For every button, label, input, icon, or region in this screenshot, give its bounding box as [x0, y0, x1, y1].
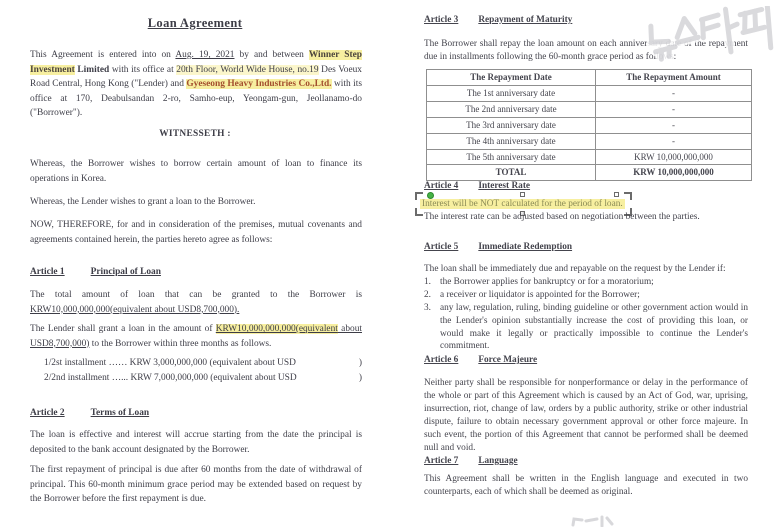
- intro-text: This Agreement is entered into on: [30, 50, 176, 60]
- table-row: [427, 133, 752, 149]
- article1-p2-text: The Lender shall grant a loan in the amount of: [30, 324, 216, 334]
- article7-number: Article 7: [424, 456, 459, 466]
- article5-heading: [424, 241, 572, 254]
- agreement-date: Aug. 19, 2021: [175, 50, 235, 60]
- anniversary-3-amount: -: [596, 117, 752, 133]
- article2-paragraph2: The first repayment of principal is due after 60 months from the date of withdrawal of principal. This 60-month minimum grace period may be extended based on request by the Borrower before the first repayment is due.: [30, 465, 362, 505]
- article5-body: [424, 263, 748, 353]
- item1-text: the Borrower applies for bankruptcy or for a moratorium;: [440, 276, 654, 287]
- loan-amount-highlighted: KRW10,000,000,000(equivalent: [215, 324, 338, 334]
- lender-address-highlighted: 20th Floor, World Wide House, no.19: [176, 64, 319, 75]
- item2-text: a receiver or liquidator is appointed for the Borrower;: [440, 289, 640, 300]
- lender-name-bold: Limited: [77, 64, 110, 75]
- article1-p2-text: to the Borrower within three months as follows.: [89, 338, 272, 349]
- installment-line-2: [30, 371, 362, 386]
- item1-number: 1.: [424, 276, 431, 287]
- article4-title: Interest Rate: [478, 181, 531, 191]
- intro-paragraph: [30, 48, 362, 121]
- intro-text: by and between: [234, 50, 309, 60]
- repayment-table: [426, 69, 752, 181]
- item3-text: any law, regulation, ruling, binding guideline or other government action would in the Lender's opinion substantially increase the cost of providing this loan, or would make it legally or practically impossible to continue the Lender's commitment.: [440, 302, 748, 352]
- installment-line-1: [30, 356, 362, 371]
- installment2-close-paren: ): [358, 372, 362, 383]
- article1-p1-text: The total amount of loan that can be granted to the Borrower is: [30, 290, 362, 300]
- partial-watermark-bottom: [570, 515, 614, 527]
- loan-total-amount-underlined: KRW10,000,000,000(equivalent about USD8,700,000).: [30, 304, 240, 315]
- anniversary-1-date: The 1st anniversary date: [427, 85, 596, 101]
- list-item: [424, 276, 748, 289]
- article5-intro: The loan shall be immediately due and repayable on the request by the Lender if:: [424, 264, 726, 274]
- repayment-date-header: The Repayment Date: [427, 70, 596, 86]
- whereas-clause-1: Whereas, the Borrower wishes to borrow certain amount of loan to finance its operations in Korea.: [30, 159, 362, 184]
- lender-name-highlighted: Winner Step Investment: [30, 50, 362, 75]
- table-row: [427, 117, 752, 133]
- item2-number: 2.: [424, 289, 431, 300]
- article2-paragraph1: The loan is effective and interest will accrue starting from the date the principal is deposited to the bank account designated by the Borrower.: [30, 430, 362, 455]
- whereas-clause-2: Whereas, the Lender wishes to grant a loan to the Borrower.: [30, 197, 256, 207]
- selection-green-anchor-dot[interactable]: [427, 192, 434, 199]
- witnesseth-heading: WITNESSETH :: [159, 129, 231, 139]
- loan-amount-underlined: about USD8,700,000): [30, 324, 362, 349]
- anniversary-5-date: The 5th anniversary date: [427, 149, 596, 165]
- article1-heading: [30, 265, 161, 280]
- table-header-row: [427, 70, 752, 86]
- total-label: TOTAL: [427, 165, 596, 181]
- article4-selection-region: [420, 198, 625, 211]
- article5-list: [424, 276, 748, 353]
- article5-number: Article 5: [424, 242, 459, 252]
- article2-number: Article 2: [30, 408, 65, 418]
- newstapa-logo-watermark: [646, 6, 774, 62]
- article1-paragraph1: [30, 288, 362, 317]
- intro-text: with its office at: [109, 64, 177, 75]
- selection-corner-bottom-left-handle[interactable]: [415, 208, 423, 216]
- article1-p2-text-block: [30, 322, 362, 351]
- table-total-row: [427, 165, 752, 181]
- anniversary-5-amount: KRW 10,000,000,000: [596, 149, 752, 165]
- page-title: Loan Agreement: [147, 16, 243, 30]
- total-amount: KRW 10,000,000,000: [596, 165, 752, 181]
- article3-title: Repayment of Maturity: [478, 15, 573, 25]
- article7-heading: [424, 455, 518, 468]
- article3-number: Article 3: [424, 15, 459, 25]
- borrower-name-highlighted: Gyeseong Heavy Industries Co.,Ltd.: [186, 79, 332, 90]
- repayment-amount-header: The Repayment Amount: [596, 70, 752, 86]
- item3-number: 3.: [424, 302, 431, 313]
- list-item: [424, 302, 748, 354]
- article3-heading: [424, 14, 572, 27]
- repayment-table-container: [426, 69, 752, 181]
- installment2-text: 2/2nd installment …... KRW 7,000,000,000 (equivalent about USD: [44, 372, 297, 383]
- article6-number: Article 6: [424, 355, 459, 365]
- list-item: [424, 289, 748, 302]
- article2-heading: [30, 406, 149, 421]
- table-row: [427, 85, 752, 101]
- article6-heading: [424, 354, 537, 367]
- article1-title: Principal of Loan: [90, 267, 161, 277]
- article6-title: Force Majeure: [478, 355, 538, 365]
- selection-corner-top-right-handle[interactable]: [624, 192, 632, 200]
- anniversary-3-date: The 3rd anniversary date: [427, 117, 596, 133]
- intro-text: Des Voeux Road Central, Hong Kong ("Lender) and: [30, 64, 362, 90]
- article2-title: Terms of Loan: [90, 408, 150, 418]
- article1-number: Article 1: [30, 267, 65, 277]
- installment1-close-paren: ): [358, 358, 362, 369]
- selection-top-right-handle[interactable]: [614, 192, 619, 197]
- anniversary-2-amount: -: [596, 101, 752, 117]
- intro-text: with its office at 170, Deabulsandan 2-ro, Samho-eup, Yeongam-gun, Jeollanamo-do ("Borrower").: [30, 79, 362, 119]
- article6-paragraph: Neither party shall be responsible for nonperformance or delay in the performance of the whole or part of this Agreement which is caused by an Act of God, war, uprising, insurrection, riot, change of law, orders by a public authority, strike or other industrial dispute, failure to obtain necessary government approval or other force majeure. In such event, the portion of this Agreement that cannot be performed shall be deemed null and void.: [424, 378, 748, 453]
- article4-heading: [424, 180, 530, 193]
- installment1-text: 1/2st installment …… KRW 3,000,000,000 (equivalent about USD: [44, 358, 296, 369]
- article7-paragraph: This Agreement shall be written in the English language and executed in two counterparts, each of which shall be deemed as original.: [424, 474, 748, 497]
- article5-title: Immediate Redemption: [478, 242, 573, 252]
- selection-top-center-handle[interactable]: [520, 192, 525, 197]
- article3-paragraph: The Borrower shall repay the loan amount on each anniversary date of the repayment due in installments following the 60-month grace period as follows:: [424, 39, 748, 62]
- table-row: [427, 149, 752, 165]
- article7-title: Language: [478, 456, 518, 466]
- interest-highlighted-sentence: Interest will be NOT calculated for the period of loan.: [422, 199, 623, 209]
- anniversary-2-date: The 2nd anniversary date: [427, 101, 596, 117]
- anniversary-4-date: The 4th anniversary date: [427, 133, 596, 149]
- article4-line2: The interest rate can be adjusted based on negotiation between the parties.: [424, 212, 700, 222]
- anniversary-1-amount: -: [596, 85, 752, 101]
- now-therefore-clause: NOW, THEREFORE, for and in consideration of the premises, mutual covenants and agreements contained herein, the parties hereto agree as follows:: [30, 220, 362, 245]
- selection-corner-top-left-handle[interactable]: [415, 192, 423, 200]
- right-page: [390, 0, 780, 527]
- anniversary-4-amount: -: [596, 133, 752, 149]
- article4-number: Article 4: [424, 181, 459, 191]
- selection-box[interactable]: [420, 198, 625, 211]
- table-row: [427, 101, 752, 117]
- article1-paragraph2: [30, 322, 362, 385]
